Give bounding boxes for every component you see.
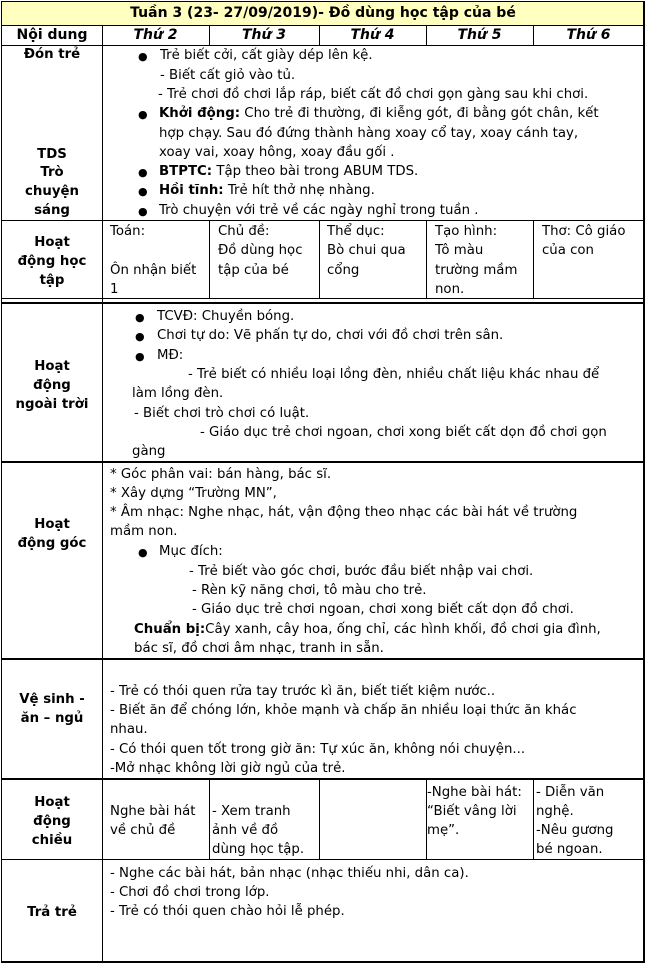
hoc-tue-line: Đồ dùng học [218,243,303,258]
row-label-ngoai-3: ngoài trời [15,397,89,412]
don-tre-line: - Biết cất giỏ vào tủ. [160,68,296,83]
row-label-don-tre: Đón trẻ [23,47,81,62]
btptc-label: BTPTC: [159,164,213,179]
row-label-chieu-1: Hoạt [34,795,70,810]
ngoai-troi-line: làm lồng đèn. [132,386,224,401]
ve-sinh-line: nhau. [110,722,148,737]
ve-sinh-line: - Biết ăn để chóng lớn, khỏe mạnh và chấp ăn nhiều loại thức ăn khác [110,703,577,718]
row-label-ve-sinh-1: Vệ sinh - [19,692,85,707]
page-title: Tuần 3 (23- 27/09/2019)- Đồ dùng học tập của bé [130,5,516,21]
ngoai-troi-line: - Giáo dục trẻ chơi ngoan, chơi xong biết cất dọn đồ chơi gọn [200,425,607,440]
grid-line [1,1,645,2]
header-day-thu: Thứ 5 [457,27,502,43]
row-label-ngoai-1: Hoạt [34,359,70,374]
chieu-tue-line: ảnh về đồ [212,823,279,838]
grid-line [533,25,534,45]
chieu-fri-line: -Nêu gương [536,823,614,838]
don-tre-line: - Trẻ chơi đồ chơi lắp ráp, biết cất đồ chơi gọn gàng sau khi chơi. [158,87,589,102]
don-tre-line: Trẻ biết cởi, cất giày dép lên kệ. [160,48,373,63]
don-tre-line: hợp chạy. Sau đó đứng thành hàng xoay cổ tay, xoay cánh tay, [159,126,579,141]
ngoai-troi-line: MĐ: [157,348,184,363]
grid-line [1,1,2,963]
grid-line [1,658,645,660]
row-label-goc-1: Hoạt [34,517,70,532]
hoc-wed-line: cổng [327,263,360,278]
row-label-tra-tre: Trả trẻ [27,905,77,920]
grid-line [1,461,645,463]
khoi-dong-text: Cho trẻ đi thường, đi kiễng gót, đi bằng gót chân, kết [240,106,599,121]
don-tre-line [159,181,375,200]
row-label-tds-1: TDS [37,147,67,162]
row-label-hoc-3: tập [39,273,65,288]
grid-line [209,25,210,45]
grid-line [1,961,645,963]
grid-line [1,302,645,304]
ngoai-troi-line: - Trẻ biết có nhiều loại lồng đèn, nhiều chất liệu khác nhau để [188,367,600,382]
header-day-tue: Thứ 3 [241,27,287,43]
bullet-icon: ● [138,108,148,121]
ve-sinh-line: -Mở nhạc không lời giờ ngủ của trẻ. [110,761,346,776]
chuan-bi-text: Cây xanh, cây hoa, ống chỉ, các hình khối, đồ chơi gia đình, [205,622,601,637]
ngoai-troi-line: gàng [132,444,166,459]
grid-line [209,220,210,298]
hoc-fri-line: Thơ: Cô giáo [542,224,626,239]
chieu-thu-line: mẹ”. [427,823,460,838]
bullet-icon: ● [135,311,145,324]
row-label-hoc-1: Hoạt [34,235,70,250]
grid-line [209,780,210,859]
goc-line: Mục đích: [159,544,223,559]
don-tre-line: Trò chuyện với trẻ về các ngày nghỉ trong tuần . [159,203,479,218]
grid-line [319,25,320,45]
row-label-ngoai-2: động [33,378,71,393]
bullet-icon: ● [138,166,148,179]
goc-line: bác sĩ, đồ chơi âm nhạc, tranh in sẵn. [134,641,384,656]
row-label-tds-3: chuyện [25,184,79,199]
grid-line [426,25,427,45]
grid-line [1,778,645,780]
bullet-icon: ● [138,185,148,198]
hoc-thu-line: non. [435,282,465,297]
khoi-dong-label: Khởi động: [159,106,241,121]
hoc-tue-line: tập của bé [218,263,289,278]
hoc-fri-line: của con [542,243,594,258]
goc-line: - Trẻ biết vào góc chơi, bước đầu biết nhập vai chơi. [189,564,534,579]
row-label-chieu-2: động [33,814,71,829]
chieu-fri-line: - Diễn văn [536,785,605,800]
ngoai-troi-line: - Biết chơi trò chơi có luật. [134,406,310,421]
chieu-thu-line: -Nghe bài hát: [427,785,522,800]
row-label-tds-2: Trò [40,165,64,180]
header-day-mon: Thứ 2 [133,27,178,43]
hoc-wed-line: Bò chui qua [327,243,406,258]
grid-line [319,220,320,298]
goc-line [134,620,601,639]
bullet-icon: ● [135,330,145,343]
header-day-wed: Thứ 4 [350,27,395,43]
hoc-thu-line: trường mầm [435,263,518,278]
header-day-fri: Thứ 6 [566,27,611,43]
grid-line [1,220,645,221]
ve-sinh-line: - Có thói quen tốt trong giờ ăn: Tự xúc ăn, không nói chuyện... [110,742,526,757]
row-label-ve-sinh-2: ăn – ngủ [20,711,84,726]
row-label-tds-4: sáng [34,203,70,218]
chieu-tue-line: dùng học tập. [212,842,305,857]
hoc-mon-line: 1 [110,282,119,297]
chieu-tue-line: - Xem tranh [212,804,291,819]
bullet-icon: ● [138,546,148,559]
grid-line [643,1,645,963]
ngoai-troi-line: TCVĐ: Chuyền bóng. [157,309,295,324]
tra-tre-line: - Nghe các bài hát, bản nhạc (nhạc thiếu nhi, dân ca). [110,866,469,881]
hoc-mon-line: Ôn nhận biết [110,263,197,278]
hoc-mon-line: Toán: [110,224,146,239]
grid-line [1,25,645,26]
header-content: Nội dung [16,27,88,43]
grid-line [426,220,427,298]
grid-line [319,780,320,859]
hoc-wed-line: Thể dục: [327,224,385,239]
ngoai-troi-line: Chơi tự do: Vẽ phấn tự do, chơi với đồ chơi trên sân. [157,328,504,343]
grid-line [533,780,534,859]
row-label-hoc-2: động học [17,254,87,269]
hoi-tinh-label: Hồi tĩnh: [159,183,224,198]
grid-line [426,780,427,859]
goc-line: - Giáo dục trẻ chơi ngoan, chơi xong biết cất dọn đồ chơi. [192,602,574,617]
row-label-goc-2: động góc [17,536,87,551]
chieu-fri-line: bé ngoan. [536,842,603,857]
tra-tre-line: - Chơi đồ chơi trong lớp. [110,885,270,900]
don-tre-line [159,162,418,181]
bullet-icon: ● [138,50,148,63]
grid-line [1,45,645,46]
chieu-mon-line: Nghe bài hát [110,804,196,819]
hoc-thu-line: Tô màu [435,243,484,258]
btptc-text: Tập theo bài trong ABUM TDS. [212,164,419,179]
goc-line: * Góc phân vai: bán hàng, bác sĩ. [110,467,332,482]
chieu-fri-line: nghệ. [536,804,574,819]
hoc-tue-line: Chủ đề: [218,224,270,239]
grid-line [1,859,645,860]
goc-line: mầm non. [110,524,178,539]
grid-line [533,220,534,298]
bullet-icon: ● [135,350,145,363]
grid-line [102,25,103,963]
hoc-thu-line: Tạo hình: [435,224,498,239]
don-tre-line [159,104,599,123]
row-label-chieu-3: chiều [31,833,73,848]
bullet-icon: ● [138,205,148,218]
grid-line [1,298,645,299]
goc-line: - Rèn kỹ năng chơi, tô màu cho trẻ. [192,583,427,598]
don-tre-line: xoay vai, xoay hông, xoay đầu gối . [159,145,395,160]
hoi-tinh-text: Trẻ hít thở nhẹ nhàng. [223,183,375,198]
chuan-bi-label: Chuẩn bị: [134,622,206,637]
ve-sinh-line: - Trẻ có thói quen rửa tay trước kì ăn, biết tiết kiệm nước.. [110,684,496,699]
chieu-mon-line: về chủ đề [110,823,176,838]
goc-line: * Âm nhạc: Nghe nhạc, hát, vận động theo nhạc các bài hát về trường [110,505,578,520]
tra-tre-line: - Trẻ có thói quen chào hỏi lễ phép. [110,904,345,919]
chieu-thu-line: “Biết vâng lời [427,804,517,819]
goc-line: * Xây dựng “Trường MN”, [110,486,277,501]
